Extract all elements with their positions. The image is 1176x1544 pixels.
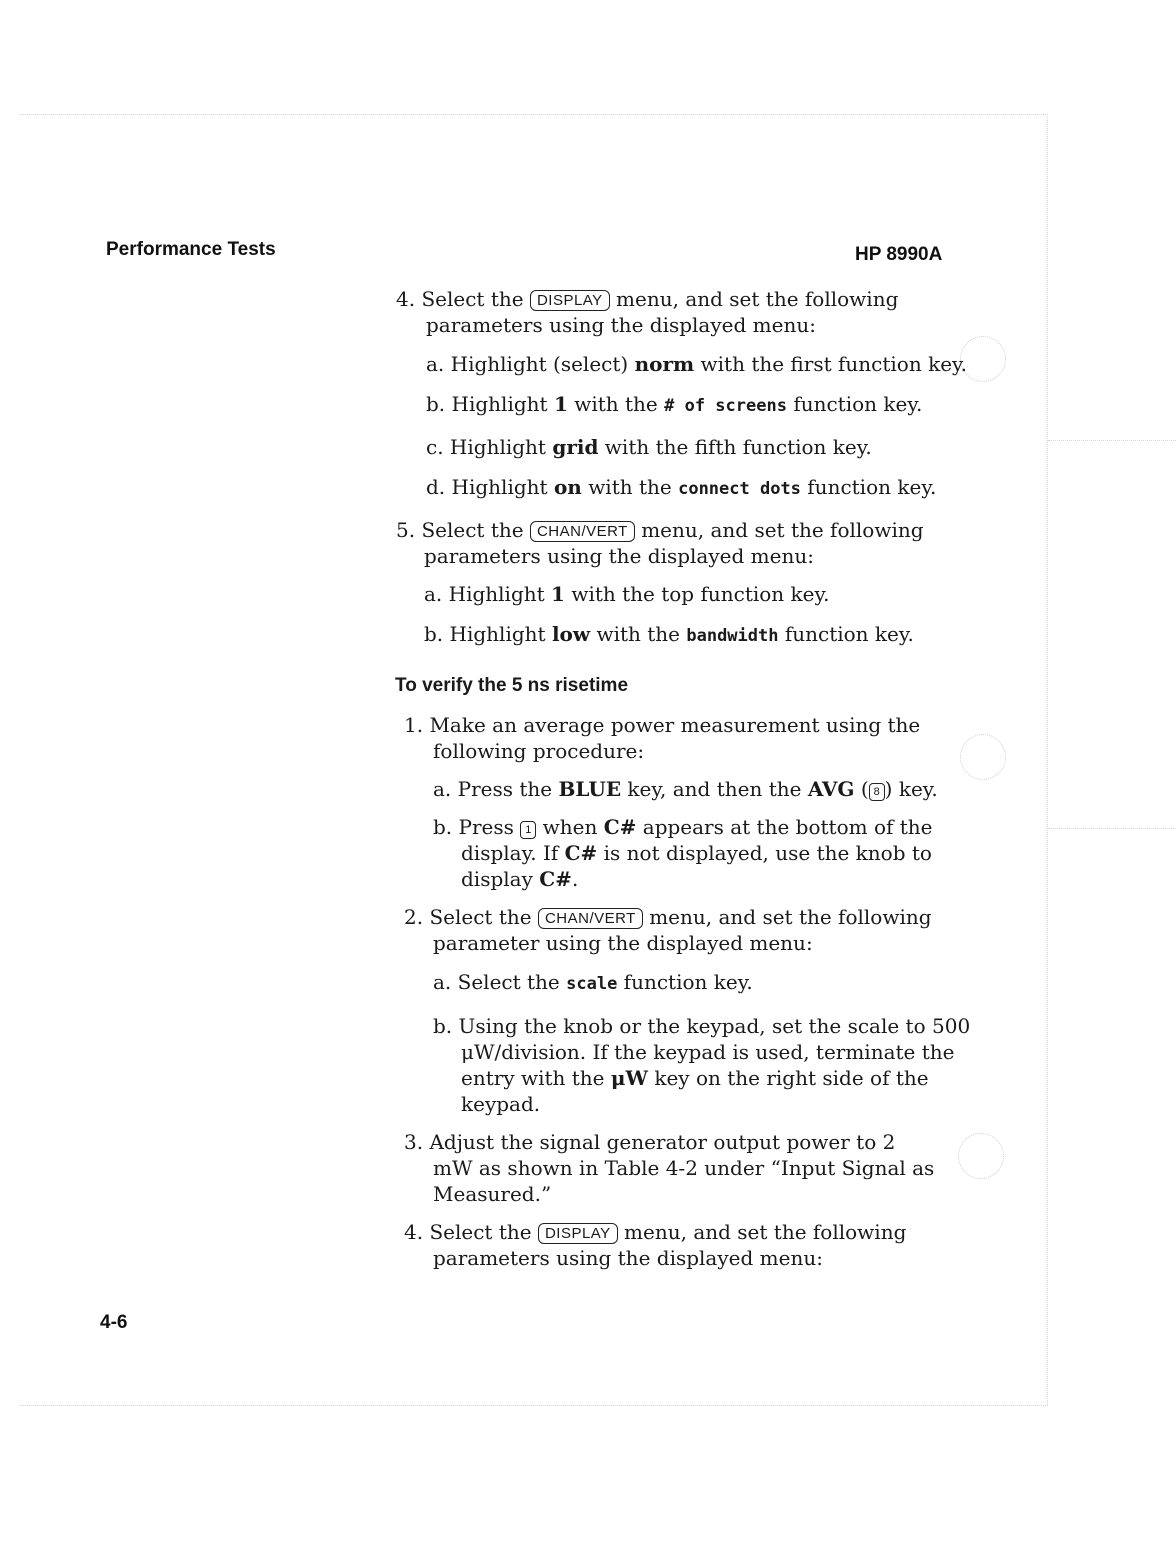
p2-step-3-line-3: Measured.” [433,1182,552,1206]
step-4a: a. Highlight (select) norm with the first function key. [426,352,968,376]
p2-step-2b-line-3: entry with the μW key on the right side of the [461,1066,929,1090]
margin-tick-2 [1048,828,1176,829]
page-number: 4-6 [100,1312,128,1333]
p2-step-4-line-1: 4. Select the DISPLAY menu, and set the following [404,1220,907,1244]
step-4c: c. Highlight grid with the fifth function key. [426,435,872,459]
step-4d: d. Highlight on with the connect dots function key. [426,475,937,499]
key-1: 1 [520,821,536,839]
display-key: DISPLAY [530,290,610,311]
p2-step-2-line-1: 2. Select the CHAN/VERT menu, and set the following [404,905,932,929]
step-4-line-2: parameters using the displayed menu: [426,313,816,337]
p2-step-2b-line-1: b. Using the knob or the keypad, set the scale to 500 [433,1014,971,1038]
p2-step-1-line-2: following procedure: [433,739,645,763]
step-5b: b. Highlight low with the bandwidth function key. [424,622,914,646]
step-5a: a. Highlight 1 with the top function key. [424,582,830,606]
p2-step-3-line-1: 3. Adjust the signal generator output power to 2 [404,1130,896,1154]
p2-step-1-line-1: 1. Make an average power measurement using the [404,713,921,737]
p2-step-4-line-2: parameters using the displayed menu: [433,1246,823,1270]
section-heading: To verify the 5 ns risetime [395,675,629,696]
chan-vert-key-2: CHAN/VERT [538,908,643,929]
p2-step-2a: a. Select the scale function key. [433,970,753,994]
bottom-guide-line [20,1405,1048,1406]
section-header: Performance Tests [106,239,276,260]
p2-step-3-line-2: mW as shown in Table 4-2 under “Input Signal as [433,1156,935,1180]
punch-hole-2 [960,734,1006,780]
p2-step-1b-line-1: b. Press 1 when C# appears at the bottom of the [433,815,933,839]
chan-vert-key: CHAN/VERT [530,521,635,542]
top-guide-line [20,114,1048,115]
step-5-line-1: 5. Select the CHAN/VERT menu, and set the following [396,518,924,542]
step-4-line-1: 4. Select the DISPLAY menu, and set the following [396,287,899,311]
step-5-line-2: parameters using the displayed menu: [424,544,814,568]
p2-step-1b-line-3: display C#. [461,867,579,891]
p2-step-1b-line-2: display. If C# is not displayed, use the knob to [461,841,932,865]
p2-step-2b-line-2: μW/division. If the keypad is used, terminate the [461,1040,955,1064]
key-8: 8 [869,783,885,801]
right-guide-line [1047,114,1048,1405]
model-header: HP 8990A [855,244,943,265]
display-key-2: DISPLAY [538,1223,618,1244]
margin-tick-1 [1048,440,1176,441]
p2-step-2b-line-4: keypad. [461,1092,541,1116]
step-4b: b. Highlight 1 with the # of screens function key. [426,392,923,416]
punch-hole-3 [958,1133,1004,1179]
p2-step-2-line-2: parameter using the displayed menu: [433,931,813,955]
p2-step-1a: a. Press the BLUE key, and then the AVG ( 8 ) key. [433,777,938,801]
